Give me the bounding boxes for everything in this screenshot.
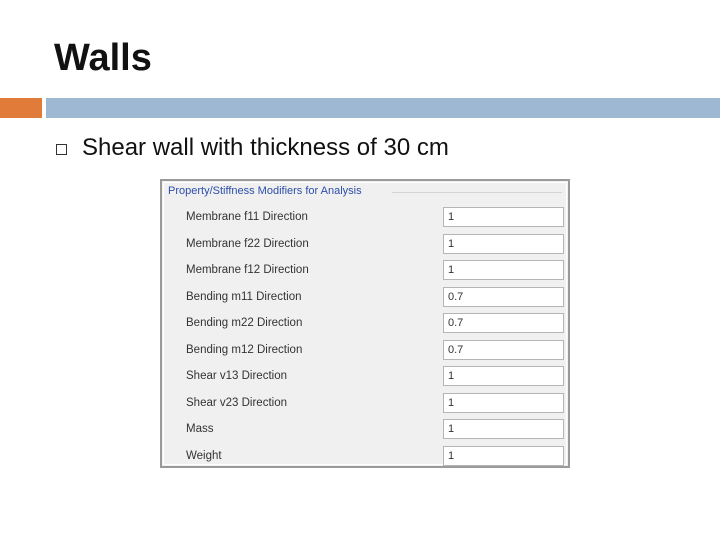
modifier-input-bending-m22[interactable]: 0.7: [443, 313, 564, 333]
modifier-input-shear-v23[interactable]: 1: [443, 393, 564, 413]
modifier-row-membrane-f11: [162, 207, 568, 229]
modifier-input-membrane-f11[interactable]: 1: [443, 207, 564, 227]
modifier-input-membrane-f12[interactable]: 1: [443, 260, 564, 280]
modifier-label-bending-m11: Bending m11 Direction: [186, 290, 302, 303]
modifier-label-bending-m12: Bending m12 Direction: [186, 343, 303, 356]
modifier-label-membrane-f11: Membrane f11 Direction: [186, 211, 308, 223]
slide-title: Walls: [54, 37, 152, 79]
modifier-row-mass: [162, 419, 568, 441]
modifier-label-weight: Weight: [186, 449, 222, 462]
modifier-row-weight: [162, 446, 568, 468]
modifier-input-bending-m12[interactable]: 0.7: [443, 340, 564, 360]
modifier-row-bending-m12: [162, 340, 568, 362]
modifier-row-shear-v23: [162, 393, 568, 415]
modifier-label-mass: Mass: [186, 423, 214, 435]
modifier-row-membrane-f12: [162, 260, 568, 282]
bullet-item: [56, 134, 449, 162]
modifier-input-membrane-f22[interactable]: 1: [443, 234, 564, 254]
modifier-input-shear-v13[interactable]: 1: [443, 366, 564, 386]
modifier-input-bending-m11[interactable]: 0.7: [443, 287, 564, 307]
modifier-label-membrane-f22: Membrane f22 Direction: [186, 237, 309, 250]
title-rule-accent: [0, 98, 42, 118]
square-bullet-icon: [56, 144, 67, 155]
group-box-line: [392, 192, 562, 193]
modifier-label-membrane-f12: Membrane f12 Direction: [186, 264, 309, 276]
modifier-row-bending-m11: [162, 287, 568, 309]
bullet-text: Shear wall with thickness of 30 cm: [82, 134, 449, 161]
modifier-row-membrane-f22: [162, 234, 568, 256]
stiffness-modifiers-panel: [160, 179, 570, 468]
modifier-input-weight[interactable]: 1: [443, 446, 564, 466]
modifier-row-shear-v13: [162, 366, 568, 388]
modifier-row-bending-m22: [162, 313, 568, 335]
title-rule-bar: [46, 98, 720, 118]
modifier-label-shear-v23: Shear v23 Direction: [186, 396, 287, 409]
modifier-label-shear-v13: Shear v13 Direction: [186, 370, 287, 382]
modifier-input-mass[interactable]: 1: [443, 419, 564, 439]
panel-legend: Property/Stiffness Modifiers for Analysis: [168, 185, 365, 197]
modifier-label-bending-m22: Bending m22 Direction: [186, 317, 303, 329]
